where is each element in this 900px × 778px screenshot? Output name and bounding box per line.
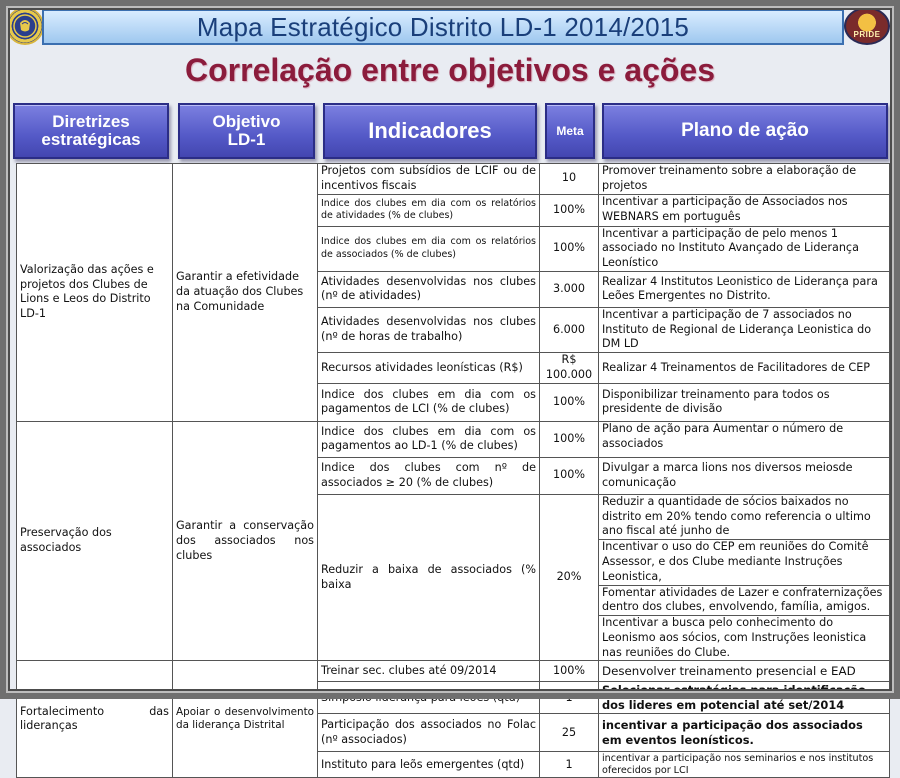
meta-cell: 1	[540, 682, 599, 714]
pride-logo-icon	[844, 7, 890, 45]
indicador-cell: Instituto para leõs emergentes (qtd)	[318, 752, 540, 778]
meta-cell: 100%	[540, 661, 599, 682]
strategy-table	[16, 163, 890, 778]
plano-cell: Fomentar atividades de Lazer e confraternizações dentro dos clubes, envolvendo, família, amigos.	[599, 585, 890, 616]
header-meta-label: Meta	[556, 123, 584, 138]
header-meta	[545, 103, 595, 159]
page-subtitle: Correlação entre objetivos e ações	[185, 52, 715, 88]
table-row	[17, 421, 890, 457]
meta-cell: 100%	[540, 457, 599, 494]
plano-cell: Promover treinamento sobre a elaboração de projetos	[599, 164, 890, 195]
indicador-cell: Recursos atividades leonísticas (R$)	[318, 353, 540, 384]
meta-cell: 3.000	[540, 271, 599, 307]
meta-cell: R$ 100.000	[540, 353, 599, 384]
plano-cell: Realizar 4 Treinamentos de Facilitadores de CEP	[599, 353, 890, 384]
header-diretrizes-line1: Diretrizes	[52, 112, 130, 132]
meta-cell: 100%	[540, 226, 599, 271]
diretriz-cell: Preservação dos associados	[17, 421, 173, 661]
lions-logo-icon	[6, 7, 44, 45]
meta-cell: 20%	[540, 494, 599, 661]
diretriz-cell: Fortalecimento das lideranças	[17, 661, 173, 778]
plano-cell: Divulgar a marca lions nos diversos meiosde comunicação	[599, 457, 890, 494]
indicador-cell: Indice dos clubes em dia com os pagamentos de LCI (% de clubes)	[318, 383, 540, 421]
plano-cell: incentivar a participação dos associados em eventos leonísticos.	[599, 714, 890, 752]
plano-cell: Incentivar a participação de Associados nos WEBNARS em português	[599, 194, 890, 226]
objetivo-cell: Apoiar o desenvolvimento da liderança Distrital	[173, 661, 318, 778]
meta-cell: 1	[540, 752, 599, 778]
plano-cell: Desenvolver treinamento presencial e EAD	[599, 661, 890, 682]
plano-cell: Reduzir a quantidade de sócios baixados no distrito em 20% tendo como referencia o ultimo ano fiscal até junho de	[599, 494, 890, 539]
pride-logo-text: PRIDE	[853, 30, 881, 39]
header-indicadores-label: Indicadores	[368, 118, 492, 144]
page-title-bar	[42, 9, 844, 45]
plano-cell: incentivar a participação nos seminarios e nos institutos oferecidos por LCI	[599, 752, 890, 778]
meta-cell: 10	[540, 164, 599, 195]
indicador-cell: Projetos com subsídios de LCIF ou de incentivos fiscais	[318, 164, 540, 195]
indicador-cell: Reduzir a baixa de associados (% baixa	[318, 494, 540, 661]
page-title: Mapa Estratégico Distrito LD-1 2014/2015	[196, 11, 690, 42]
indicador-cell: Atividades desenvolvidas nos clubes (nº de horas de trabalho)	[318, 307, 540, 352]
objetivo-cell: Garantir a efetividade da atuação dos Clubes na Comunidade	[173, 164, 318, 422]
header-indicadores	[323, 103, 537, 159]
plano-cell: Incentivar a participação de 7 associados no Instituto de Regional de Liderança Leonistica do DM LD	[599, 307, 890, 352]
meta-cell: 100%	[540, 194, 599, 226]
plano-cell: Incentivar o uso do CEP em reuniões do Comitê Assessor, e dos Clube mediante Instruções Leonistica,	[599, 540, 890, 585]
indicador-cell: Treinar sec. clubes até 09/2014	[318, 661, 540, 682]
meta-cell: 6.000	[540, 307, 599, 352]
diretriz-cell: Valorização das ações e projetos dos Clubes de Lions e Leos do Distrito LD-1	[17, 164, 173, 422]
table-row	[17, 164, 890, 195]
meta-cell: 100%	[540, 383, 599, 421]
header-diretrizes	[13, 103, 169, 159]
plano-cell: Incentivar a participação de pelo menos 1 associado no Instituto Avançado de Liderança Leonístico	[599, 226, 890, 271]
plano-cell: Incentivar a busca pelo conhecimento do Leonismo aos sócios, com Instruções leonistica nas reuniões do Clube.	[599, 616, 890, 661]
objetivo-cell: Garantir a conservação dos associados nos clubes	[173, 421, 318, 661]
plano-cell: Realizar 4 Institutos Leonistico de Liderança para Leões Emergentes no Distrito.	[599, 271, 890, 307]
header-diretrizes-line2: estratégicas	[41, 130, 141, 149]
indicador-cell: Indice dos clubes em dia com os pagamentos ao LD-1 (% de clubes)	[318, 421, 540, 457]
indicador-cell: Atividades desenvolvidas nos clubes (nº de atividades)	[318, 271, 540, 307]
meta-cell: 25	[540, 714, 599, 752]
indicador-cell: Simpósio liderança para leões (qtd)	[318, 682, 540, 714]
table-row	[17, 661, 890, 682]
indicador-cell: Indice dos clubes em dia com os relatórios de atividades (% de clubes)	[318, 194, 540, 226]
plano-cell: Disponibilizar treinamento para todos os presidente de divisão	[599, 383, 890, 421]
header-plano-label: Plano de ação	[681, 120, 809, 142]
header-objetivo-line1: Objetivo	[212, 112, 281, 132]
indicador-cell: Indice dos clubes com nº de associados ≥ 20 (% de clubes)	[318, 457, 540, 494]
plano-cell: Selecionar estratégias para identificação dos lideres em potencial até set/2014	[599, 682, 890, 714]
indicador-cell: Indice dos clubes em dia com os relatórios de associados (% de clubes)	[318, 226, 540, 271]
indicador-cell: Participação dos associados no Folac (nº associados)	[318, 714, 540, 752]
header-objetivo	[178, 103, 315, 159]
header-plano	[602, 103, 888, 159]
header-objetivo-line2: LD-1	[227, 130, 266, 149]
plano-cell: Plano de ação para Aumentar o número de associados	[599, 421, 890, 457]
meta-cell: 100%	[540, 421, 599, 457]
